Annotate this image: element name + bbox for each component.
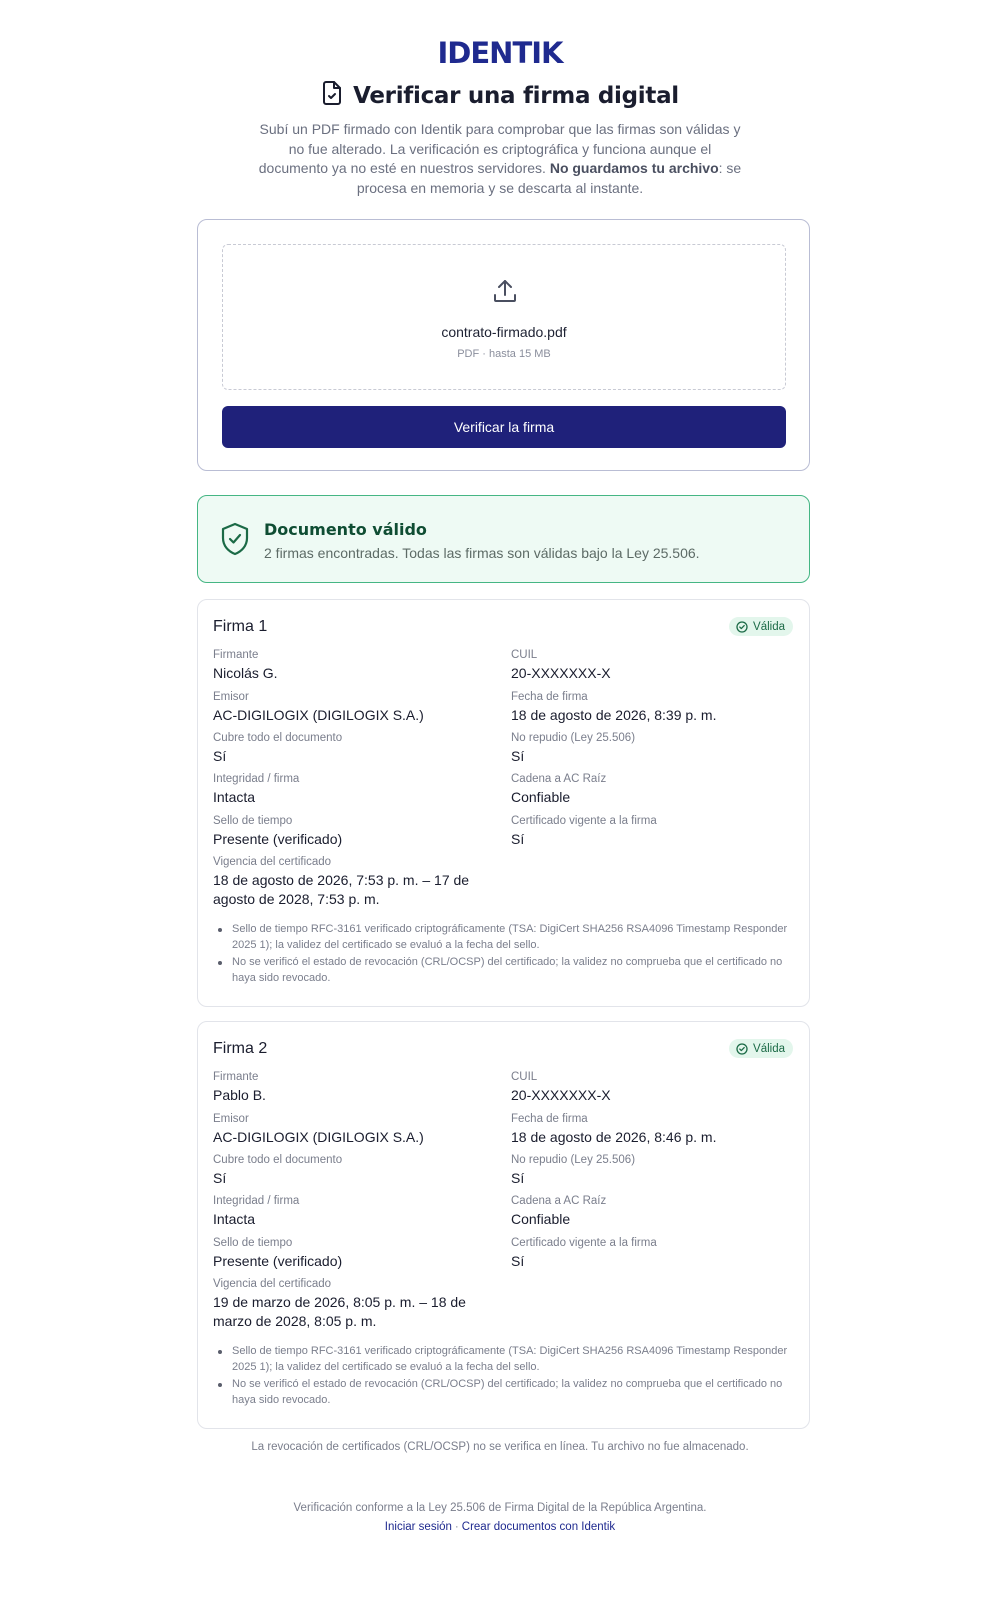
- field-value: Sí: [511, 831, 525, 847]
- field-value: 18 de agosto de 2026, 7:53 p. m. – 17 de agosto de 2028, 7:53 p. m.: [213, 872, 470, 907]
- field-label: Emisor: [213, 691, 249, 703]
- field-label: Firmante: [213, 1071, 259, 1083]
- note-item: No se verificó el estado de revocación (CRL/OCSP) del certificado; la validez no comprueba que el certificado no haya sido revocado.: [232, 955, 792, 986]
- field-value: Presente (verificado): [213, 831, 343, 847]
- field-value: Intacta: [213, 789, 256, 805]
- field-label: Vigencia del certificado: [213, 1278, 332, 1290]
- field-value: 20-XXXXXXX-X: [511, 1087, 611, 1103]
- page-title: Verificar una firma digital: [353, 82, 679, 109]
- field-label: No repudio (Ley 25.506): [511, 1154, 636, 1166]
- status-badge-label: Válida: [753, 1042, 785, 1055]
- signature-title: Firma 2: [213, 1040, 268, 1057]
- brand-logo: IDENTIK: [437, 36, 563, 70]
- field-value: Sí: [213, 748, 227, 764]
- field-label: Integridad / firma: [213, 1195, 300, 1207]
- field-value: Nicolás G.: [213, 665, 278, 681]
- status-badge: [729, 617, 793, 636]
- field-cuil: [511, 648, 791, 683]
- field-label: Integridad / firma: [213, 773, 300, 785]
- field-label: Cadena a AC Raíz: [511, 1195, 607, 1207]
- field-label: Fecha de firma: [511, 1113, 588, 1125]
- field-label: Certificado vigente a la firma: [511, 1237, 657, 1249]
- field-date: [511, 690, 801, 725]
- field-label: Cubre todo el documento: [213, 732, 343, 744]
- field-label: CUIL: [511, 649, 538, 661]
- field-value: 18 de agosto de 2026, 8:46 p. m.: [511, 1129, 717, 1145]
- page-header: [0, 80, 1000, 111]
- signature-notes: [232, 1344, 792, 1410]
- selected-file-name: contrato-firmado.pdf: [441, 324, 567, 340]
- field-label: Sello de tiempo: [213, 815, 293, 827]
- field-signer: [213, 648, 493, 683]
- field-timestamp: [213, 814, 493, 849]
- field-value: 18 de agosto de 2026, 8:39 p. m.: [511, 707, 717, 723]
- signature-notes: [232, 922, 792, 988]
- result-title: Documento válido: [264, 520, 427, 539]
- field-label: Certificado vigente a la firma: [511, 815, 657, 827]
- field-label: No repudio (Ley 25.506): [511, 732, 636, 744]
- footer-links: [0, 1521, 1000, 1533]
- result-description: 2 firmas encontradas. Todas las firmas son válidas bajo la Ley 25.506.: [264, 545, 700, 561]
- field-validity: [213, 855, 478, 909]
- field-label: Cubre todo el documento: [213, 1154, 343, 1166]
- field-validity: [213, 1277, 478, 1331]
- field-non-repudiation: [511, 731, 791, 766]
- field-issuer: [213, 690, 503, 725]
- field-cert-valid: [511, 814, 791, 849]
- upload-card: [197, 219, 810, 471]
- field-cert-valid: [511, 1236, 791, 1271]
- link-separator: ·: [454, 1521, 459, 1533]
- login-link[interactable]: Iniciar sesión: [384, 1521, 452, 1533]
- field-value: Sí: [511, 1253, 525, 1269]
- note-item: No se verificó el estado de revocación (CRL/OCSP) del certificado; la validez no comprueba que el certificado no haya sido revocado.: [232, 1377, 792, 1408]
- field-value: Confiable: [511, 789, 571, 805]
- field-value: Sí: [511, 1170, 525, 1186]
- field-timestamp: [213, 1236, 493, 1271]
- create-documents-link[interactable]: Crear documentos con Identik: [461, 1521, 616, 1533]
- field-signer: [213, 1070, 493, 1105]
- signature-card: [197, 599, 810, 1007]
- field-value: 20-XXXXXXX-X: [511, 665, 611, 681]
- file-dropzone[interactable]: [222, 244, 786, 390]
- field-label: Fecha de firma: [511, 691, 588, 703]
- legal-notice: Verificación conforme a la Ley 25.506 de Firma Digital de la República Argentina.: [293, 1502, 707, 1514]
- field-issuer: [213, 1112, 503, 1147]
- intro-emphasis: No guardamos tu archivo: [549, 160, 719, 176]
- check-circle-icon: [736, 621, 748, 633]
- field-value: Sí: [511, 748, 525, 764]
- status-badge-label: Válida: [753, 620, 785, 633]
- shield-check-icon: [220, 522, 250, 556]
- status-badge: [729, 1039, 793, 1058]
- field-chain: [511, 772, 791, 807]
- field-value: Pablo B.: [213, 1087, 266, 1103]
- field-non-repudiation: [511, 1153, 791, 1188]
- field-label: Emisor: [213, 1113, 249, 1125]
- field-label: Sello de tiempo: [213, 1237, 293, 1249]
- field-value: AC-DIGILOGIX (DIGILOGIX S.A.): [213, 1129, 424, 1145]
- field-label: Cadena a AC Raíz: [511, 773, 607, 785]
- field-label: Firmante: [213, 649, 259, 661]
- verify-signature-button[interactable]: Verificar la firma: [222, 406, 786, 448]
- signature-title: Firma 1: [213, 618, 268, 635]
- field-value: Confiable: [511, 1211, 571, 1227]
- field-value: Intacta: [213, 1211, 256, 1227]
- result-banner: [197, 495, 810, 583]
- field-chain: [511, 1194, 791, 1229]
- field-label: Vigencia del certificado: [213, 856, 332, 868]
- upload-icon: [491, 277, 519, 305]
- note-item: Sello de tiempo RFC-3161 verificado criptográficamente (TSA: DigiCert SHA256 RSA4096 Timestamp Responder 2025 1); la validez del certificado se evaluó a la fecha del sello.: [232, 1344, 792, 1375]
- field-integrity: [213, 1194, 493, 1229]
- field-value: Presente (verificado): [213, 1253, 343, 1269]
- field-integrity: [213, 772, 493, 807]
- field-value: 19 de marzo de 2026, 8:05 p. m. – 18 de marzo de 2028, 8:05 p. m.: [213, 1294, 466, 1329]
- revocation-footnote: La revocación de certificados (CRL/OCSP) no se verifica en línea. Tu archivo no fue almacenado.: [251, 1441, 749, 1453]
- page-intro: Subí un PDF firmado con Identik para comprobar que las firmas son válidas y no fue alterado. La verificación es criptográfica y funciona aunque el documento ya no esté en nuestros servidores. No guardamos tu archivo: se procesa en memoria y se descarta al instante.: [258, 121, 742, 196]
- check-circle-icon: [736, 1043, 748, 1055]
- field-covers: [213, 731, 493, 766]
- field-value: Sí: [213, 1170, 227, 1186]
- field-covers: [213, 1153, 493, 1188]
- field-cuil: [511, 1070, 791, 1105]
- field-date: [511, 1112, 801, 1147]
- document-check-icon: [321, 80, 343, 111]
- field-value: AC-DIGILOGIX (DIGILOGIX S.A.): [213, 707, 424, 723]
- note-item: Sello de tiempo RFC-3161 verificado criptográficamente (TSA: DigiCert SHA256 RSA4096 Timestamp Responder 2025 1); la validez del certificado se evaluó a la fecha del sello.: [232, 922, 792, 953]
- file-hint: PDF · hasta 15 MB: [457, 348, 551, 360]
- signature-card: [197, 1021, 810, 1429]
- field-label: CUIL: [511, 1071, 538, 1083]
